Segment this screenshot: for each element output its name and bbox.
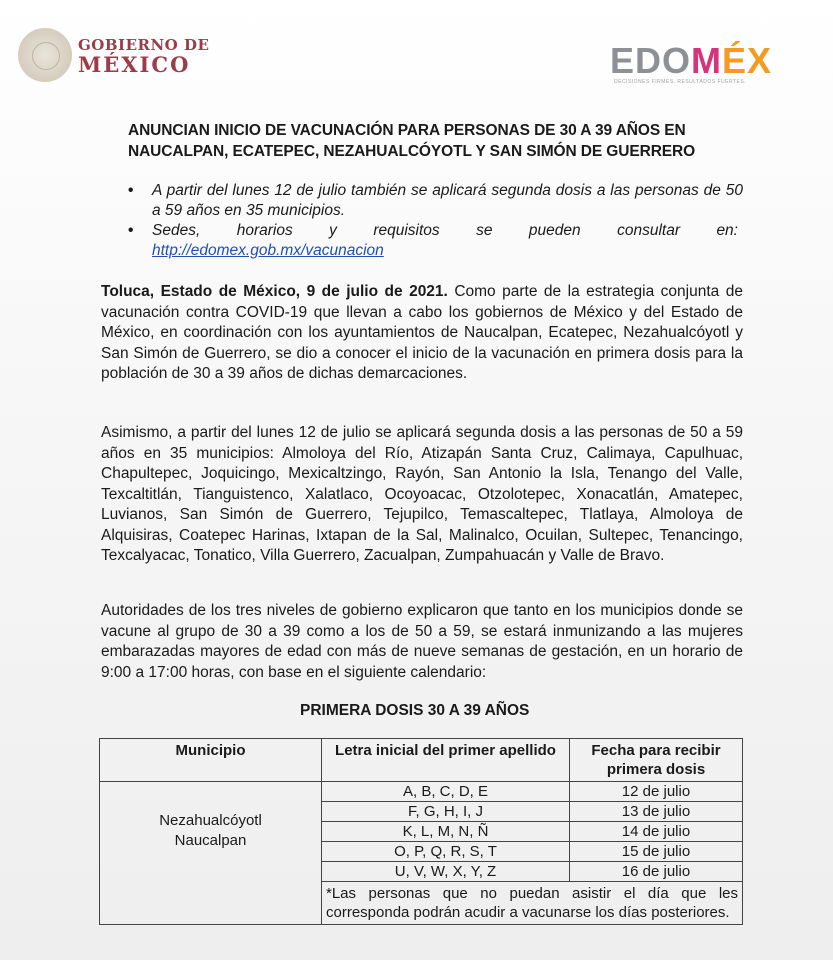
press-release-title: ANUNCIAN INICIO DE VACUNACIÓN PARA PERSONAS DE 30 A 39 AÑOS EN NAUCALPAN, ECATEPEC, NEZAHUALCÓYOTL Y SAN SIMÓN DE GUERRERO [128, 122, 696, 160]
edomex-tagline: DECISIONES FIRMES, RESULTADOS FUERTES. [614, 79, 747, 85]
fecha-cell: 14 de julio [570, 822, 743, 842]
table-title: PRIMERA DOSIS 30 A 39 AÑOS [300, 702, 530, 719]
paragraph-municipios: Asimismo, a partir del lunes 12 de julio se aplicará segunda dosis a las personas de 50 a 59 años en 35 municipios: Almoloya del Río, Atizapán Santa Cruz, Calimaya, Capulhuac, Chapultepec, Joquicingo, Mexicaltzingo, Rayón, San Antonio la Isla, Tenango del Valle, Texcaltitlán, Tianguistenco, Xalatlaco, Ocoyoacac, Otzolotepec, Xonacatlán, Amatepec, Luvianos, San Simón de Guerrero, Tejupilco, Temascaltepec, Tlatlaya, Almoloya de Alquisiras, Coatepec Harinas, Ixtapan de la Sal, Malinalco, Ocuilan, Sultepec, Tenancingo, Texcalyacac, Tonatico, Villa Guerrero, Zacualpan, Zumpahuacán y Valle de Bravo. [101, 424, 743, 564]
page-header [0, 0, 833, 110]
table-row [100, 782, 743, 802]
dateline: Toluca, Estado de México, 9 de julio de 2021. [101, 283, 448, 300]
header-letra: Letra inicial del primer apellido [322, 739, 570, 782]
letras-cell: K, L, M, N, Ñ [322, 822, 570, 842]
gobierno-logo-line2: MÉXICO [78, 52, 191, 77]
table-note: *Las personas que no puedan asistir el día que les corresponda podrán acudir a vacunarse los días posteriores. [322, 882, 743, 925]
header-municipio: Municipio [100, 739, 322, 782]
letras-cell: O, P, Q, R, S, T [322, 842, 570, 862]
paragraph-intro-body: Como parte de la estrategia conjunta de vacunación contra COVID-19 que llevan a cabo los gobiernos de México y del Estado de México, en coordinación con los ayuntamientos de Naucalpan, Ecatepec, Nezahualcóyotl y San Simón de Guerrero, se dio a conocer el inicio de la vacunación en primera dosis para la población de 30 a 39 años de dichas demarcaciones. [101, 283, 743, 382]
vacunacion-link[interactable]: http://edomex.gob.mx/vacunacion [152, 242, 384, 259]
summary-bullets [128, 181, 743, 261]
header-fecha: Fecha para recibir primera dosis [570, 739, 743, 782]
letras-cell: F, G, H, I, J [322, 802, 570, 822]
letras-cell: A, B, C, D, E [322, 782, 570, 802]
bullet-segunda-dosis: • A partir del lunes 12 de julio también se aplicará segunda dosis a las personas de 50 a 59 años en 35 municipios. [128, 181, 743, 221]
gobierno-logo-line1: GOBIERNO DE [78, 36, 210, 54]
fecha-cell: 15 de julio [570, 842, 743, 862]
municipio-cell [100, 782, 322, 925]
table-header-row [100, 739, 743, 782]
paragraph-embarazadas: Autoridades de los tres niveles de gobierno explicaron que tanto en los municipios donde se vacune al grupo de 30 a 39 como a los de 50 a 59, se estará inmunizando a las mujeres embarazadas mayores de edad con más de nueve semanas de gestación, en un horario de 9:00 a 17:00 horas, con base en el siguiente calendario: [101, 602, 743, 681]
letras-cell: U, V, W, X, Y, Z [322, 862, 570, 882]
edomex-logo: EDOMÉX [610, 40, 773, 81]
bullet-sedes [128, 221, 743, 261]
bullet-sedes-text: Sedes, horarios y requisitos se pueden consultar en: [152, 222, 738, 239]
paragraph-intro [101, 282, 743, 385]
municipio-nezahualcoyotl: Nezahualcóyotl [159, 812, 262, 829]
municipio-naucalpan: Naucalpan [174, 832, 247, 849]
fecha-cell: 12 de julio [570, 782, 743, 802]
fecha-cell: 13 de julio [570, 802, 743, 822]
schedule-table [99, 738, 743, 925]
fecha-cell: 16 de julio [570, 862, 743, 882]
mexico-seal-logo [18, 28, 72, 82]
